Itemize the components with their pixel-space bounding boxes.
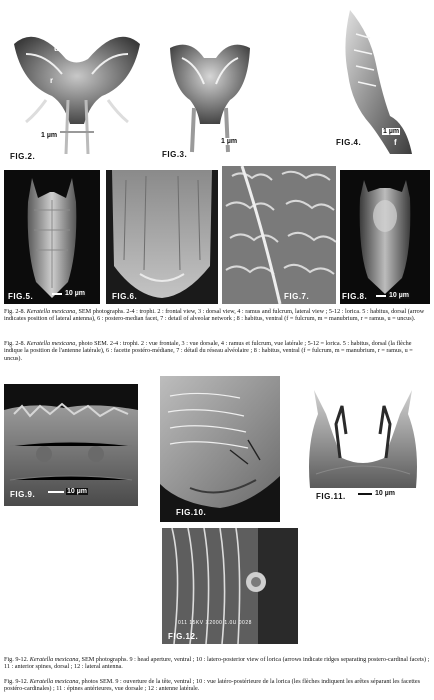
fig2-letter-u: u — [54, 44, 60, 53]
fig5-habitus-dorsal-image — [4, 170, 100, 304]
fig11-scale-label: 10 µm — [375, 490, 395, 497]
fig7-label: FIG.7. — [284, 292, 310, 301]
fig9-label: FIG.9. — [10, 490, 36, 499]
fig5-label: FIG.5. — [8, 292, 34, 301]
fig2-panel — [6, 4, 148, 164]
fig4-label: FIG.4. — [336, 138, 362, 147]
plate2-caption-en-prefix: Fig. 9-12. — [4, 656, 29, 663]
fig8-label: FIG.8. — [342, 292, 368, 301]
fig3-panel — [160, 28, 260, 164]
plate1-caption-fr-prefix: Fig. 2-8. — [4, 340, 26, 347]
fig9-scale-bar — [48, 488, 88, 495]
plate2-caption-fr-species: Keratella mexicana — [29, 678, 79, 685]
fig12-panel — [162, 528, 298, 644]
fig6-postero-median-facet-image — [106, 170, 218, 304]
fig10-latero-posterior-lorica-image — [160, 376, 280, 522]
fig11-anterior-spines-image — [296, 384, 430, 506]
fig2-letter-m: m — [78, 140, 86, 149]
fig12-label: FIG.12. — [168, 632, 199, 641]
fig9-panel — [4, 384, 138, 506]
plate1-caption-fr-species: Keratella mexicana — [26, 340, 76, 347]
plate2-caption-french — [4, 678, 430, 693]
fig3-trophi-dorsal-image — [160, 28, 260, 164]
fig7-alveolar-network-image — [222, 166, 336, 304]
fig9-scale-label: 10 µm — [67, 488, 87, 495]
fig2-scale-label: 1 µm — [41, 132, 58, 139]
fig11-panel — [296, 384, 430, 506]
fig10-panel — [160, 376, 280, 522]
fig5-scale-bar — [52, 290, 86, 297]
fig11-label: FIG.11. — [316, 492, 346, 501]
fig4-panel — [330, 4, 430, 164]
fig5-scale-label: 10 µm — [65, 290, 85, 297]
fig2-letter-r: r — [50, 76, 54, 85]
fig6-label: FIG.6. — [112, 292, 138, 301]
plate2-caption-en-species: Keratella mexicana — [29, 656, 79, 663]
fig5-panel — [4, 170, 100, 304]
plate2-caption-fr-text: , photos SEM. 9 : ouverture de la tête, ventral ; 10 : vue latéro-postérieure de la lorica (les flèches indiquent les arêtes séparant les facettes postéro-cardinales) ; 11 : épines antérieures, vue dorsale ; 12 : antenne latérale. — [4, 678, 420, 693]
fig4-scale-bar — [382, 128, 400, 135]
fig6-panel — [106, 170, 218, 304]
fig2-trophi-frontal-image — [6, 4, 148, 164]
plate1-caption-en-prefix: Fig. 2-8. — [4, 308, 26, 315]
fig4-letter-f: f — [394, 138, 398, 147]
fig4-scale-label: 1 µm — [383, 128, 400, 135]
fig2-scale-bar — [40, 132, 58, 139]
fig12-lateral-antenna-image — [162, 528, 298, 644]
fig8-panel — [340, 170, 430, 304]
plate1-caption-english — [4, 308, 430, 323]
fig2-label: FIG.2. — [10, 152, 36, 161]
plate2-caption-english — [4, 656, 430, 671]
plate1-caption-en-text: , SEM photographs. 2-4 : trophi. 2 : frontal view, 3 : dorsal view, 4 : ramus and fulcrum, lateral view ; 5-12 : lorica. 5 : habitus, dorsal (arrow indicates position of lateral antenna), 6 : postero-median facet, 7 : detail of alveolar network ; 8 : habitus, ventral (f = fulcrum, m = manubrium, r = ramus, u = uncus). — [4, 308, 425, 323]
fig8-habitus-ventral-image — [340, 170, 430, 304]
fig12-imprint: 011 15KV X2000 1.0U 0028 — [178, 620, 252, 626]
fig3-label: FIG.3. — [162, 150, 188, 159]
fig10-label: FIG.10. — [176, 508, 207, 517]
fig3-scale-label: 1 µm — [221, 138, 238, 145]
fig7-panel — [222, 166, 336, 304]
plate1-caption-fr-text: , photo SEM. 2-4 : trophi. 2 : vue frontale, 3 : vue dorsale, 4 : ramus et fulcrum, vue latérale ; 5-12 = lorica. 5 : habitus, dorsal (la flèche indique la position de l'antenne latérale), 6 : facette postéro-médiane, 7 : détail du réseau alvéolaire ; 8 : habitus, ventral (f = fulcrum, m = manubrium, r = ramus, u = uncus). — [4, 340, 413, 362]
fig11-scale-bar — [358, 490, 396, 497]
plate1-caption-french — [4, 340, 430, 362]
fig8-scale-bar — [376, 292, 410, 299]
plate1-caption-en-species: Keratella mexicana — [26, 308, 76, 315]
fig3-scale-bar — [220, 138, 238, 145]
plate2-caption-fr-prefix: Fig. 9-12. — [4, 678, 29, 685]
fig8-scale-label: 10 µm — [389, 292, 409, 299]
plate2-caption-en-text: , SEM photographs. 9 : head aperture, ventral ; 10 : latero-posterior view of lorica (arrows indicate ridges separating postero-cardinal facets) ; 11 : anterior spines, dorsal ; 12 : lateral antenna. — [4, 656, 430, 671]
